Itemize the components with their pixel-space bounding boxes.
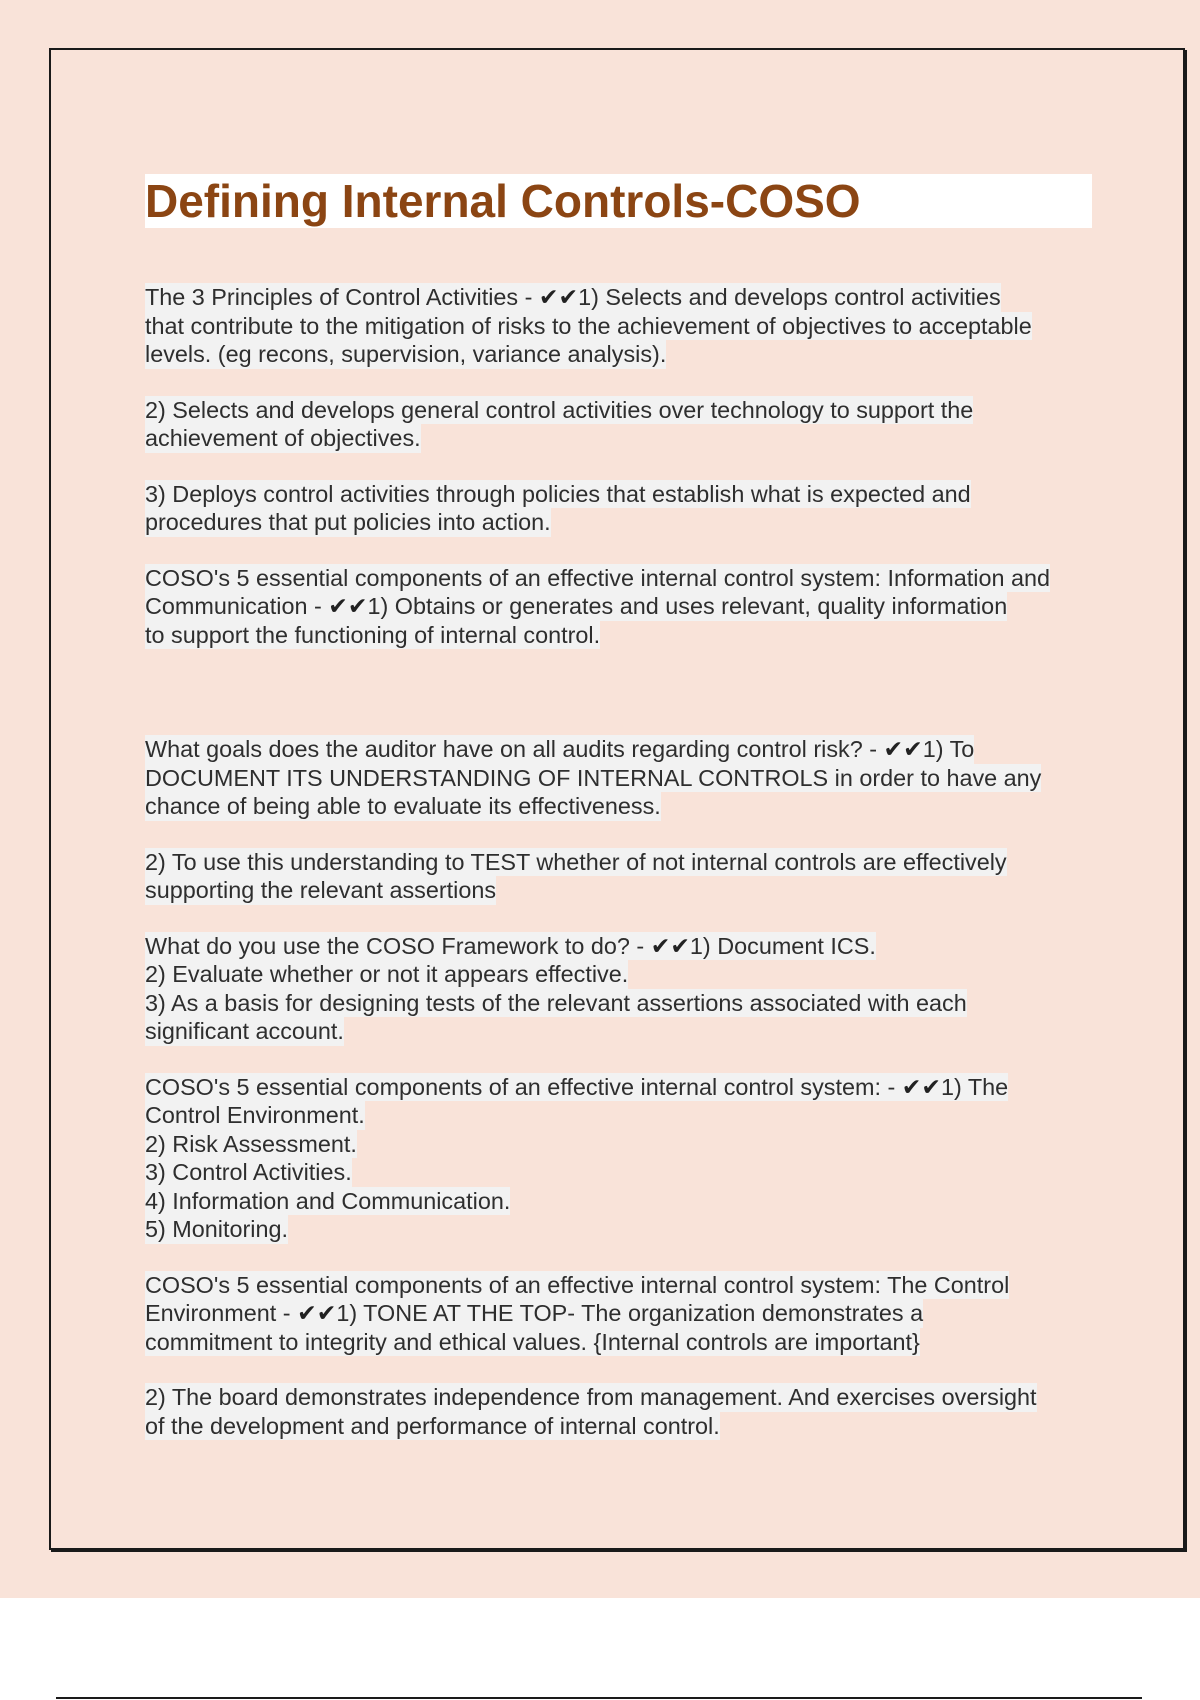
text-line: 5) Monitoring.	[145, 1216, 289, 1242]
text-line: 2) Risk Assessment.	[145, 1130, 357, 1157]
document-title: Defining Internal Controls-COSO	[145, 174, 1092, 228]
text-line: Communication - ✔✔1) Obtains or generates and uses relevant, quality information	[145, 592, 1008, 620]
text-line: that contribute to the mitigation of risks to the achievement of objectives to acceptable	[145, 312, 1032, 339]
text-line: significant account.	[145, 1018, 344, 1044]
text-line: Environment - ✔✔1) TONE AT THE TOP- The organization demonstrates a	[145, 1299, 924, 1327]
checkmark-icon: ✔✔	[901, 1072, 941, 1101]
text-line: Control Environment.	[145, 1102, 365, 1128]
paragraph	[145, 283, 1095, 369]
checkmark-icon: ✔✔	[883, 735, 923, 763]
text-line: 2) Evaluate whether or not it appears effective.	[145, 961, 629, 987]
checkmark-icon: ✔✔	[538, 283, 579, 311]
text-line: achievement of objectives.	[145, 425, 421, 451]
text-line: to support the functioning of internal control.	[145, 621, 601, 648]
text-line: procedures that put policies into action.	[145, 509, 551, 535]
text-line: 2) To use this understanding to TEST whether of not internal controls are effectively	[145, 848, 1007, 875]
text-line: COSO's 5 essential components of an effective internal control system: - ✔✔1) The	[145, 1072, 1009, 1101]
text-line: chance of being able to evaluate its effectiveness.	[145, 793, 661, 819]
checkmark-icon: ✔✔	[328, 592, 368, 620]
paragraph	[145, 848, 1095, 905]
paragraph	[145, 932, 1095, 1046]
text-line: DOCUMENT ITS UNDERSTANDING OF INTERNAL CONTROLS in order to have any	[145, 764, 1042, 791]
text-line: COSO's 5 essential components of an effective internal control system: The Control	[145, 1271, 1010, 1298]
text-line: 2) The board demonstrates independence from management. And exercises oversight	[145, 1384, 1037, 1410]
text-line: 3) As a basis for designing tests of the relevant assertions associated with each	[145, 989, 967, 1016]
document-body	[145, 283, 1095, 1440]
checkmark-icon: ✔✔	[297, 1299, 337, 1327]
paragraph	[145, 480, 1095, 537]
text-line: supporting the relevant assertions	[145, 877, 497, 903]
paragraph	[145, 396, 1095, 453]
text-line: The 3 Principles of Control Activities - ✔✔1) Selects and develops control activities	[145, 283, 1001, 311]
text-line: 4) Information and Communication.	[145, 1187, 511, 1214]
checkmark-icon: ✔✔	[650, 931, 690, 960]
paragraph	[145, 564, 1095, 650]
text-line: levels. (eg recons, supervision, variance analysis).	[145, 341, 667, 367]
paragraph	[145, 735, 1095, 821]
text-line: 3) Control Activities.	[145, 1159, 352, 1185]
text-line: COSO's 5 essential components of an effective internal control system: Information and	[145, 564, 1051, 591]
text-line: 2) Selects and develops general control activities over technology to support the	[145, 396, 974, 423]
text-line: of the development and performance of internal control.	[145, 1412, 720, 1439]
text-line: 3) Deploys control activities through policies that establish what is expected and	[145, 480, 971, 507]
footer-divider	[56, 1697, 1142, 1699]
paragraph	[145, 1073, 1095, 1244]
paragraph	[145, 1383, 1095, 1440]
text-line: What do you use the COSO Framework to do? - ✔✔1) Document ICS.	[145, 931, 876, 960]
text-line: commitment to integrity and ethical values. {Internal controls are important}	[145, 1328, 920, 1355]
paragraph	[145, 1271, 1095, 1357]
text-line: What goals does the auditor have on all audits regarding control risk? - ✔✔1) To	[145, 735, 975, 763]
